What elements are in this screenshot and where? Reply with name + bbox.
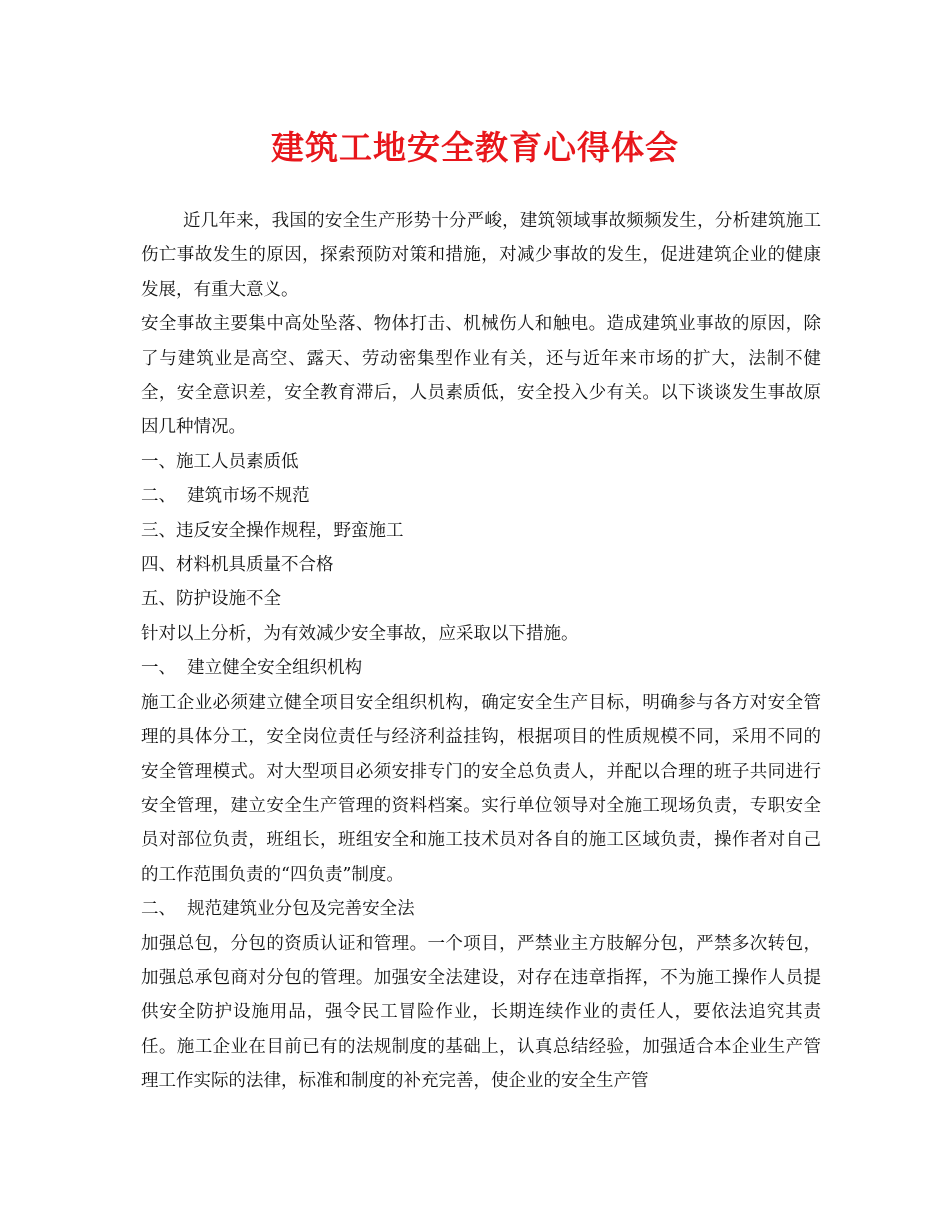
document-body [141,204,821,1099]
paragraph-measures-intro: 针对以上分析，为有效减少安全事故，应采取以下措施。 [141,623,579,644]
paragraph-intro: 近几年来，我国的安全生产形势十分严峻，建筑领域事故频频发生，分析建筑施工伤亡事故发生的原因，探索预防对策和措施，对减少事故的发生，促进建筑企业的健康发展，有重大意义。 [141,211,821,300]
heading-measure-1: 一、 建立健全安全组织机构 [141,658,363,679]
list-item-cause-3: 三、违反安全操作规程，野蛮施工 [141,520,404,541]
list-item-cause-5: 五、防护设施不全 [141,589,281,610]
paragraph-measure-2: 加强总包，分包的资质认证和管理。一个项目，严禁业主方肢解分包，严禁多次转包，加强总承包商对分包的管理。加强安全法建设，对存在违章指挥，不为施工操作人员提供安全防护设施用品，强令民工冒险作业，长期连续作业的责任人，要依法追究其责任。施工企业在目前已有的法规制度的基础上，认真总结经验，加强适合本企业生产管理工作实际的法律，标准和制度的补充完善，使企业的安全生产管 [141,933,821,1092]
paragraph-causes: 安全事故主要集中高处坠落、物体打击、机械伤人和触电。造成建筑业事故的原因，除了与建筑业是高空、露天、劳动密集型作业有关，还与近年来市场的扩大，法制不健全，安全意识差，安全教育滞后，人员素质低，安全投入少有关。以下谈谈发生事故原因几种情况。 [141,314,821,438]
paragraph-measure-1: 施工企业必须建立健全项目安全组织机构，确定安全生产目标，明确参与各方对安全管理的具体分工，安全岗位责任与经济利益挂钩，根据项目的性质规模不同，采用不同的安全管理模式。对大型项目必须安排专门的安全总负责人，并配以合理的班子共同进行安全管理，建立安全生产管理的资料档案。实行单位领导对全施工现场负责，专职安全员对部位负责，班组长，班组安全和施工技术员对各自的施工区域负责，操作者对自己的工作范围负责的“四负责”制度。 [141,692,821,885]
list-item-cause-4: 四、材料机具质量不合格 [141,555,334,576]
list-item-cause-1: 一、施工人员素质低 [141,451,299,472]
heading-measure-2: 二、 规范建筑业分包及完善安全法 [141,899,415,920]
document-title: 建筑工地安全教育心得体会 [271,128,679,167]
list-item-cause-2: 二、 建筑市场不规范 [141,486,310,507]
